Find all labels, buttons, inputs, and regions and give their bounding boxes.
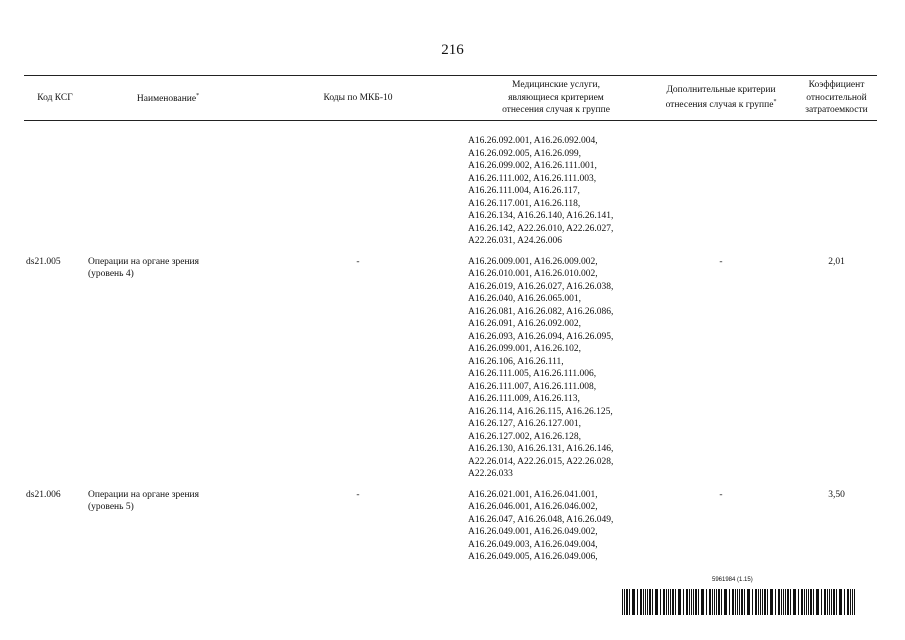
document-barcode bbox=[622, 581, 857, 617]
service-code-line: A22.26.033 bbox=[468, 469, 513, 479]
services-list bbox=[466, 489, 646, 572]
service-code-line: A16.26.021.001, A16.26.041.001, bbox=[468, 489, 598, 500]
table-header-row bbox=[24, 76, 877, 121]
service-code-line: A16.26.093, A16.26.094, A16.26.095, bbox=[468, 331, 614, 342]
ksg-code: ds21.005 bbox=[26, 256, 61, 267]
service-code-line: A16.26.010.001, A16.26.010.002, bbox=[468, 269, 598, 279]
service-code-line: A16.26.111.009, A16.26.113, bbox=[468, 394, 580, 404]
barcode-caption: 5961984 (1.15) bbox=[712, 577, 753, 583]
header-coefficient: Коэффициент относительной затратоемкости bbox=[796, 76, 877, 121]
mkb-codes: - bbox=[356, 489, 360, 500]
service-code-line: A16.26.049.005, A16.26.049.006, bbox=[468, 552, 598, 562]
service-code-line: A16.26.047, A16.26.048, A16.26.049, bbox=[468, 514, 614, 525]
service-code-line: A16.26.049.003, A16.26.049.004, bbox=[468, 539, 598, 550]
service-code-line: A22.26.031, A24.26.006 bbox=[468, 236, 562, 246]
header-extra-criteria: Дополнительные критерии отнесения случая к группе* bbox=[646, 76, 796, 121]
barcode-icon bbox=[622, 589, 857, 615]
service-code-line: A16.26.111.007, A16.26.111.008, bbox=[468, 381, 597, 392]
services-list bbox=[466, 256, 646, 489]
service-code-line: A16.26.134, A16.26.140, A16.26.141, bbox=[468, 211, 614, 221]
ksg-name: Операции на органе зрения (уровень 4) bbox=[88, 256, 199, 279]
service-code-line: A16.26.092.005, A16.26.099, bbox=[468, 148, 581, 159]
service-code-line: A16.26.009.001, A16.26.009.002, bbox=[468, 256, 598, 267]
extra-criteria: - bbox=[719, 489, 723, 500]
service-code-line: A16.26.019, A16.26.027, A16.26.038, bbox=[468, 281, 614, 292]
service-code-line: A16.26.130, A16.26.131, A16.26.146, bbox=[468, 444, 614, 454]
ksg-table bbox=[24, 75, 877, 572]
service-code-line: A16.26.117.001, A16.26.118, bbox=[468, 198, 581, 209]
coefficient: 2,01 bbox=[828, 256, 845, 267]
service-code-line: A22.26.014, A22.26.015, A22.26.028, bbox=[468, 456, 614, 467]
extra-criteria: - bbox=[719, 256, 723, 267]
header-services: Медицинские услуги, являющиеся критерием отнесения случая к группе bbox=[466, 76, 646, 121]
page-number: 216 bbox=[441, 42, 464, 58]
table-row bbox=[24, 256, 877, 489]
table-row bbox=[24, 489, 877, 572]
services-list bbox=[466, 135, 646, 256]
service-code-line: A16.26.081, A16.26.082, A16.26.086, bbox=[468, 306, 614, 317]
service-code-line: A16.26.092.001, A16.26.092.004, bbox=[468, 136, 598, 146]
ksg-code: ds21.006 bbox=[26, 489, 61, 500]
table-row-continuation bbox=[24, 135, 877, 256]
header-code: Код КСГ bbox=[24, 76, 86, 121]
service-code-line: A16.26.091, A16.26.092.002, bbox=[468, 319, 581, 329]
service-code-line: A16.26.040, A16.26.065.001, bbox=[468, 294, 581, 304]
service-code-line: A16.26.106, A16.26.111, bbox=[468, 356, 564, 367]
service-code-line: A16.26.114, A16.26.115, A16.26.125, bbox=[468, 406, 613, 417]
header-mkb: Коды по МКБ-10 bbox=[250, 76, 466, 121]
service-code-line: A16.26.049.001, A16.26.049.002, bbox=[468, 527, 598, 537]
service-code-line: A16.26.111.005, A16.26.111.006, bbox=[468, 369, 597, 379]
coefficient: 3,50 bbox=[828, 489, 845, 500]
service-code-line: A16.26.046.001, A16.26.046.002, bbox=[468, 502, 598, 512]
service-code-line: A16.26.127, A16.26.127.001, bbox=[468, 419, 581, 429]
service-code-line: A16.26.099.002, A16.26.111.001, bbox=[468, 161, 597, 171]
mkb-codes: - bbox=[356, 256, 360, 267]
ksg-name: Операции на органе зрения (уровень 5) bbox=[88, 489, 199, 512]
service-code-line: A16.26.127.002, A16.26.128, bbox=[468, 431, 581, 442]
service-code-line: A16.26.142, A22.26.010, A22.26.027, bbox=[468, 223, 614, 234]
service-code-line: A16.26.111.002, A16.26.111.003, bbox=[468, 173, 597, 184]
header-name: Наименование* bbox=[86, 76, 250, 121]
service-code-line: A16.26.111.004, A16.26.117, bbox=[468, 186, 580, 196]
service-code-line: A16.26.099.001, A16.26.102, bbox=[468, 344, 581, 354]
